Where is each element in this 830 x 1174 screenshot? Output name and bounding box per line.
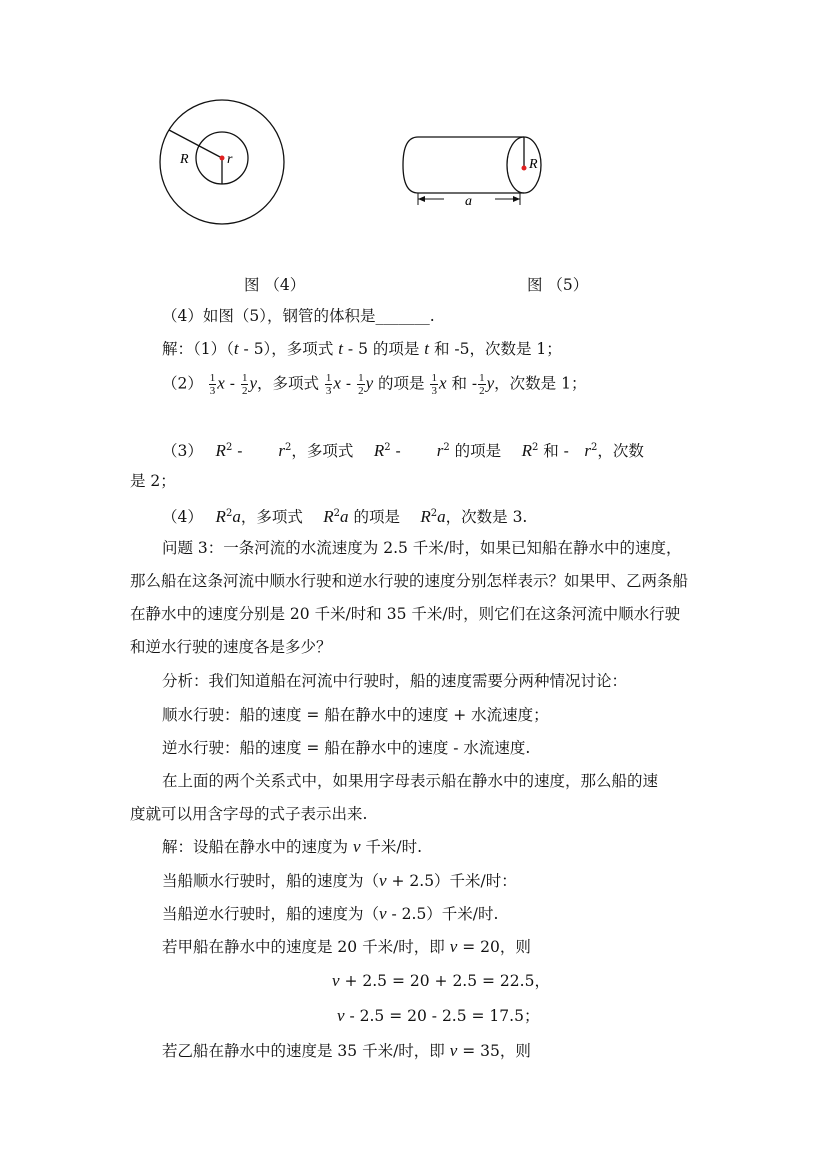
math-variable: x	[438, 373, 447, 393]
math-variable: v	[449, 1041, 458, 1060]
text-run: + 2.5 = 20 + 2.5 = 22.5，	[339, 972, 550, 990]
text-run: （2）	[162, 374, 208, 393]
math-variable: t	[424, 339, 430, 358]
text-line	[162, 904, 498, 924]
fraction	[430, 372, 438, 397]
math-variable: v	[352, 837, 361, 856]
text-run: ，多项式	[291, 442, 374, 461]
text-line	[162, 306, 435, 326]
text-run: - 5 的项是	[342, 340, 425, 358]
math-variable: x	[217, 373, 225, 393]
fraction	[241, 372, 249, 397]
label-r: r	[227, 152, 233, 167]
text-line	[162, 771, 658, 791]
text-run: 当船顺水行驶时，船的速度为（	[162, 872, 380, 890]
numerator: 1	[358, 372, 364, 384]
figure-4-annulus	[160, 100, 284, 224]
text-run: 解：设船在静水中的速度为	[162, 838, 353, 856]
fraction	[478, 372, 486, 397]
text-run: 当船逆水行驶时，船的速度为（	[162, 905, 380, 923]
text-line	[162, 1041, 531, 1061]
math-variable: v	[449, 937, 458, 956]
math-variable: y	[365, 373, 374, 393]
superscript: 2	[531, 442, 539, 453]
text-run: -	[390, 442, 437, 461]
text-run: （4）	[162, 508, 216, 527]
text-run: 和 -	[538, 442, 585, 461]
denominator: 2	[241, 385, 248, 397]
math-variable: v	[379, 904, 387, 923]
denominator: 3	[325, 385, 332, 397]
text-run: 的项是	[348, 508, 421, 527]
math-variable: R	[373, 441, 385, 461]
text-run: ，次数是 3.	[445, 508, 528, 527]
text-line	[130, 471, 176, 491]
text-line	[337, 1006, 539, 1026]
text-run: 的项是	[449, 442, 522, 461]
math-variable: y	[249, 373, 257, 393]
math-variable: R	[323, 507, 334, 527]
math-variable: r	[584, 441, 592, 461]
numerator: 1	[241, 372, 248, 384]
text-line	[162, 671, 627, 691]
fraction	[325, 372, 333, 397]
text-line	[162, 438, 644, 461]
math-variable: t	[338, 339, 343, 358]
math-variable: R	[215, 441, 226, 461]
text-run: 和 -5，次数是 1；	[429, 340, 562, 358]
text-run: 若甲船在静水中的速度是 20 千米/时，即	[162, 938, 450, 956]
text-run: = 35，则	[457, 1042, 531, 1060]
text-line	[162, 871, 517, 891]
text-line	[332, 971, 550, 991]
text-line	[130, 604, 680, 624]
superscript: 2	[384, 442, 391, 453]
text-line	[162, 339, 562, 359]
text-run: ，多项式	[240, 508, 324, 527]
numerator: 1	[325, 372, 332, 384]
numerator: 1	[479, 372, 485, 384]
text-run: 顺水行驶：船的速度 = 船在静水中的速度 + 水流速度；	[162, 706, 549, 724]
figure-4-caption: 图 （4）	[244, 276, 306, 294]
text-run: 千米/时.	[360, 838, 423, 856]
math-variable: a	[340, 507, 349, 527]
label-a: a	[465, 194, 472, 209]
superscript: 2	[333, 508, 341, 519]
denominator: 2	[358, 385, 364, 397]
math-variable: v	[337, 1006, 345, 1025]
text-run: -	[232, 442, 279, 461]
math-variable: v	[379, 871, 387, 890]
text-run: 的项是	[373, 374, 430, 393]
math-variable: R	[521, 441, 532, 461]
text-run: + 2.5）千米/时：	[386, 872, 517, 890]
text-run: 在静水中的速度分别是 20 千米/时和 35 千米/时，则它们在这条河流中顺水行驶	[130, 605, 681, 623]
numerator: 1	[209, 372, 216, 384]
math-variable: r	[436, 441, 444, 461]
text-line	[130, 637, 332, 657]
denominator: 3	[209, 385, 216, 397]
label-R: R	[529, 157, 538, 172]
math-variable: a	[437, 507, 446, 527]
text-run: ，多项式	[256, 374, 324, 393]
text-run: 逆水行驶：船的速度 = 船在静水中的速度 - 水流速度.	[162, 739, 531, 757]
text-run: - 2.5）千米/时.	[386, 905, 499, 923]
text-line	[130, 571, 688, 591]
math-variable: v	[332, 971, 340, 990]
text-run: 在上面的两个关系式中，如果用字母表示船在静水中的速度，那么船的速	[162, 772, 659, 790]
figures	[0, 0, 830, 320]
numerator: 1	[431, 372, 437, 384]
fraction	[357, 372, 365, 397]
text-run: （4）如图（5），钢管的体积是_______.	[162, 307, 435, 325]
math-variable: a	[232, 507, 241, 527]
math-variable: x	[333, 373, 341, 393]
denominator: 2	[479, 385, 485, 397]
text-run: 是 2；	[130, 472, 176, 490]
fraction	[209, 372, 217, 397]
text-line	[130, 804, 367, 824]
label-R: R	[180, 152, 189, 167]
text-run: ，次数	[597, 442, 644, 461]
text-line	[162, 705, 549, 725]
text-run: 分析：我们知道船在河流中行驶时，船的速度需要分两种情况讨论：	[162, 672, 628, 690]
text-run: ，次数是 1；	[494, 374, 587, 393]
superscript: 2	[430, 508, 438, 519]
text-run: -	[340, 374, 357, 393]
text-line	[162, 738, 530, 758]
text-run: 度就可以用含字母的式子表示出来.	[130, 805, 368, 823]
center-point	[220, 156, 225, 161]
text-run: - 2.5 = 20 - 2.5 = 17.5；	[344, 1007, 540, 1025]
text-line	[162, 937, 531, 957]
math-variable: y	[486, 373, 495, 393]
math-variable: r	[278, 441, 286, 461]
superscript: 2	[443, 442, 450, 453]
text-run: - 5），多项式	[238, 340, 339, 358]
text-run: 和逆水行驶的速度各是多少？	[130, 638, 332, 656]
superscript: 2	[591, 442, 598, 453]
text-line	[162, 372, 586, 397]
figure-5-caption: 图 （5）	[527, 276, 589, 294]
text-line	[162, 538, 682, 558]
text-line	[162, 837, 422, 857]
text-run: 解：（1）（	[162, 340, 234, 358]
superscript: 2	[225, 442, 233, 453]
math-variable: R	[420, 507, 431, 527]
text-run: 问题 3：一条河流的水流速度为 2.5 千米/时，如果已知船在静水中的速度，	[162, 539, 682, 557]
text-line	[162, 504, 527, 527]
math-variable: R	[215, 507, 226, 527]
text-run: -	[224, 374, 240, 393]
superscript: 2	[225, 508, 233, 519]
text-run: 和 -	[446, 374, 478, 393]
denominator: 3	[431, 385, 437, 397]
superscript: 2	[285, 442, 292, 453]
center-point	[522, 166, 527, 171]
figure-5-cylinder	[403, 137, 541, 209]
text-run: = 20，则	[457, 938, 531, 956]
text-run: （3）	[162, 442, 216, 461]
text-run: 若乙船在静水中的速度是 35 千米/时，即	[162, 1042, 450, 1060]
math-variable: t	[233, 339, 239, 358]
text-run: 那么船在这条河流中顺水行驶和逆水行驶的速度分别怎样表示？如果甲、乙两条船	[130, 572, 689, 590]
